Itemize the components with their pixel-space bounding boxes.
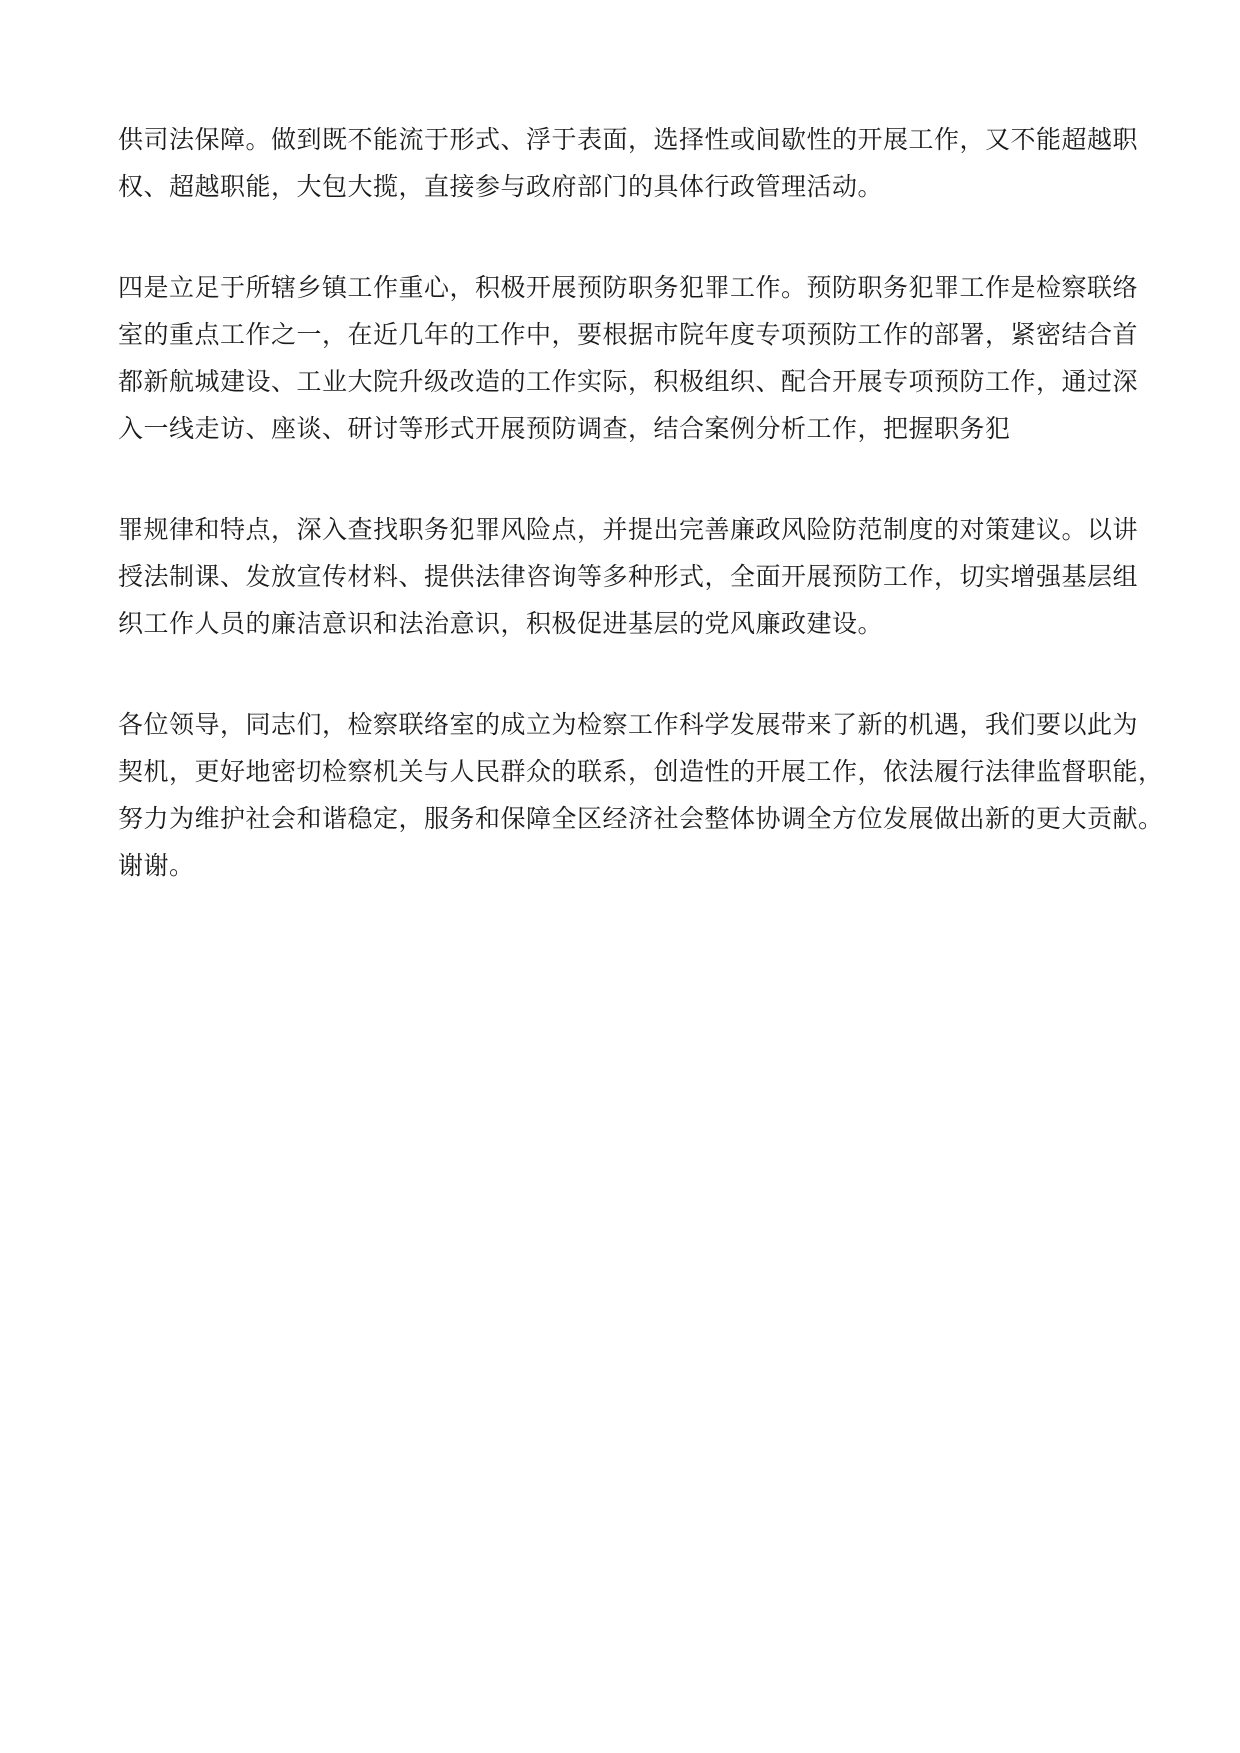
paragraph-line: 织工作人员的廉洁意识和法治意识，积极促进基层的党风廉政建设。 <box>118 609 884 638</box>
paragraph-4 <box>118 701 1164 889</box>
paragraph-line: 罪规律和特点，深入查找职务犯罪风险点，并提出完善廉政风险防范制度的对策建议。以讲 <box>118 515 1139 544</box>
paragraph-3 <box>118 506 1139 647</box>
document-body <box>118 116 1164 943</box>
paragraph-line: 都新航城建设、工业大院升级改造的工作实际，积极组织、配合开展专项预防工作，通过深 <box>118 367 1139 396</box>
paragraph-line: 授法制课、发放宣传材料、提供法律咨询等多种形式，全面开展预防工作，切实增强基层组 <box>118 562 1139 591</box>
paragraph-line: 四是立足于所辖乡镇工作重心，积极开展预防职务犯罪工作。预防职务犯罪工作是检察联络 <box>118 273 1139 302</box>
paragraph-line: 入一线走访、座谈、研讨等形式开展预防调查，结合案例分析工作，把握职务犯 <box>118 414 1011 443</box>
paragraph-line: 供司法保障。做到既不能流于形式、浮于表面，选择性或间歇性的开展工作，又不能超越职 <box>118 125 1139 154</box>
paragraph-line: 谢谢。 <box>118 851 195 880</box>
paragraph-line: 契机，更好地密切检察机关与人民群众的联系，创造性的开展工作，依法履行法律监督职能， <box>118 757 1164 786</box>
paragraph-1 <box>118 116 1139 210</box>
paragraph-line: 权、超越职能，大包大揽，直接参与政府部门的具体行政管理活动。 <box>118 172 884 201</box>
paragraph-2 <box>118 264 1139 452</box>
paragraph-line: 努力为维护社会和谐稳定，服务和保障全区经济社会整体协调全方位发展做出新的更大贡献。 <box>118 804 1164 833</box>
paragraph-line: 室的重点工作之一，在近几年的工作中，要根据市院年度专项预防工作的部署，紧密结合首 <box>118 320 1139 349</box>
paragraph-line: 各位领导，同志们，检察联络室的成立为检察工作科学发展带来了新的机遇，我们要以此为 <box>118 710 1139 739</box>
